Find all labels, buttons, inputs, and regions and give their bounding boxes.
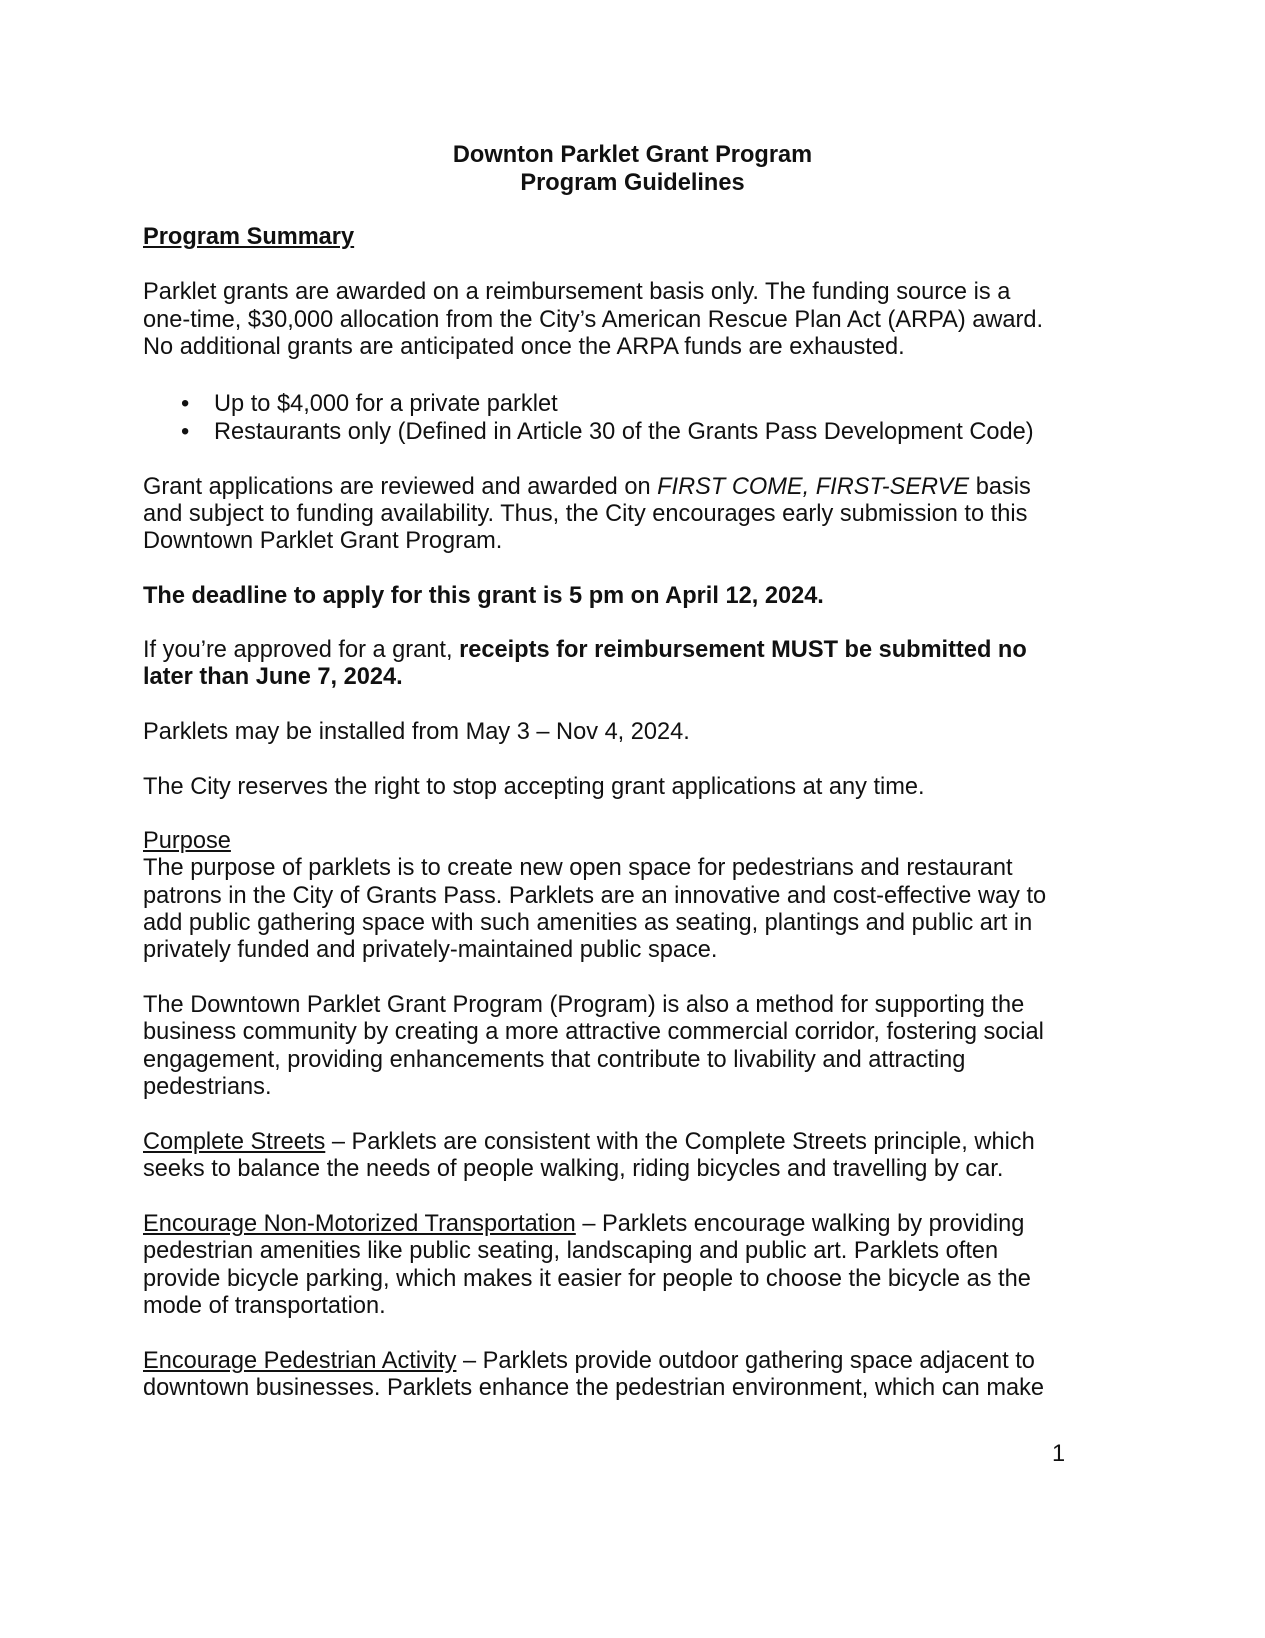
paragraph-line [143, 1210, 1024, 1238]
term-heading: Encourage Pedestrian Activity [143, 1348, 457, 1374]
section-heading-summary: Program Summary [143, 224, 355, 250]
paragraph-line: seeks to balance the needs of people walking, riding bicycles and travelling by car. [143, 1156, 1004, 1182]
reserve-notice: The City reserves the right to stop accepting grant applications at any time. [143, 774, 925, 800]
bullet-text: Restaurants only (Defined in Article 30 of the Grants Pass Development Code) [214, 419, 1034, 445]
paragraph-line: No additional grants are anticipated once the ARPA funds are exhausted. [143, 334, 905, 360]
text: – Parklets provide outdoor gathering space adjacent to [456, 1348, 1035, 1374]
text: basis [969, 474, 1031, 500]
text: – Parklets encourage walking by providing [575, 1211, 1025, 1237]
text: – Parklets are consistent with the Complete Streets principle, which [325, 1129, 1035, 1155]
paragraph-line: add public gathering space with such amenities as seating, plantings and public art in [143, 910, 1033, 936]
title: Downton Parklet Grant Program [452, 142, 813, 168]
section-heading-purpose: Purpose [143, 828, 231, 854]
emphasis-text: FIRST COME, FIRST-SERVE [657, 474, 970, 500]
paragraph-line: Downtown Parklet Grant Program. [143, 528, 503, 554]
paragraph-line: and subject to funding availability. Thus, the City encourages early submission to this [143, 501, 1028, 527]
paragraph-line: provide bicycle parking, which makes it easier for people to choose the bicycle as the [143, 1266, 1031, 1292]
bullet-icon: • [181, 391, 190, 417]
text: Grant applications are reviewed and awarded on [143, 474, 658, 500]
paragraph-line: downtown businesses. Parklets enhance the pedestrian environment, which can make [143, 1375, 1045, 1401]
bold-text: receipts for reimbursement MUST be submitted no [459, 637, 1027, 663]
paragraph-line: pedestrians. [143, 1074, 272, 1100]
bullet-text: Up to $4,000 for a private parklet [214, 391, 558, 417]
paragraph-line: The Downtown Parklet Grant Program (Program) is also a method for supporting the [143, 992, 1025, 1018]
paragraph-line: engagement, providing enhancements that contribute to livability and attracting [143, 1047, 966, 1073]
paragraph-line: The purpose of parklets is to create new open space for pedestrians and restaurant [143, 855, 1013, 881]
paragraph-line: Parklet grants are awarded on a reimbursement basis only. The funding source is a [143, 279, 1011, 305]
bullet-item [181, 418, 1034, 446]
paragraph-line [143, 1128, 1035, 1156]
paragraph-line [143, 636, 1027, 664]
term-heading: Complete Streets [143, 1129, 326, 1155]
text: If you’re approved for a grant, [143, 637, 460, 663]
bullet-icon: • [181, 419, 190, 445]
install-dates: Parklets may be installed from May 3 – Nov 4, 2024. [143, 719, 690, 745]
page-number: 1 [1052, 1441, 1066, 1467]
bullet-item [181, 390, 558, 418]
paragraph-line [143, 1347, 1035, 1375]
paragraph-line: mode of transportation. [143, 1293, 386, 1319]
paragraph-line: business community by creating a more attractive commercial corridor, fostering social [143, 1019, 1044, 1045]
paragraph-line: later than June 7, 2024. [143, 664, 403, 690]
paragraph-line: one-time, $30,000 allocation from the City’s American Rescue Plan Act (ARPA) award. [143, 307, 1044, 333]
term-heading: Encourage Non-Motorized Transportation [143, 1211, 576, 1237]
paragraph-line: privately funded and privately-maintained public space. [143, 937, 718, 963]
paragraph-line: pedestrian amenities like public seating, landscaping and public art. Parklets often [143, 1238, 999, 1264]
paragraph-line [143, 473, 1031, 501]
subtitle: Program Guidelines [520, 170, 745, 196]
paragraph-line: patrons in the City of Grants Pass. Parklets are an innovative and cost-effective way to [143, 883, 1047, 909]
deadline-notice: The deadline to apply for this grant is 5 pm on April 12, 2024. [143, 583, 824, 609]
